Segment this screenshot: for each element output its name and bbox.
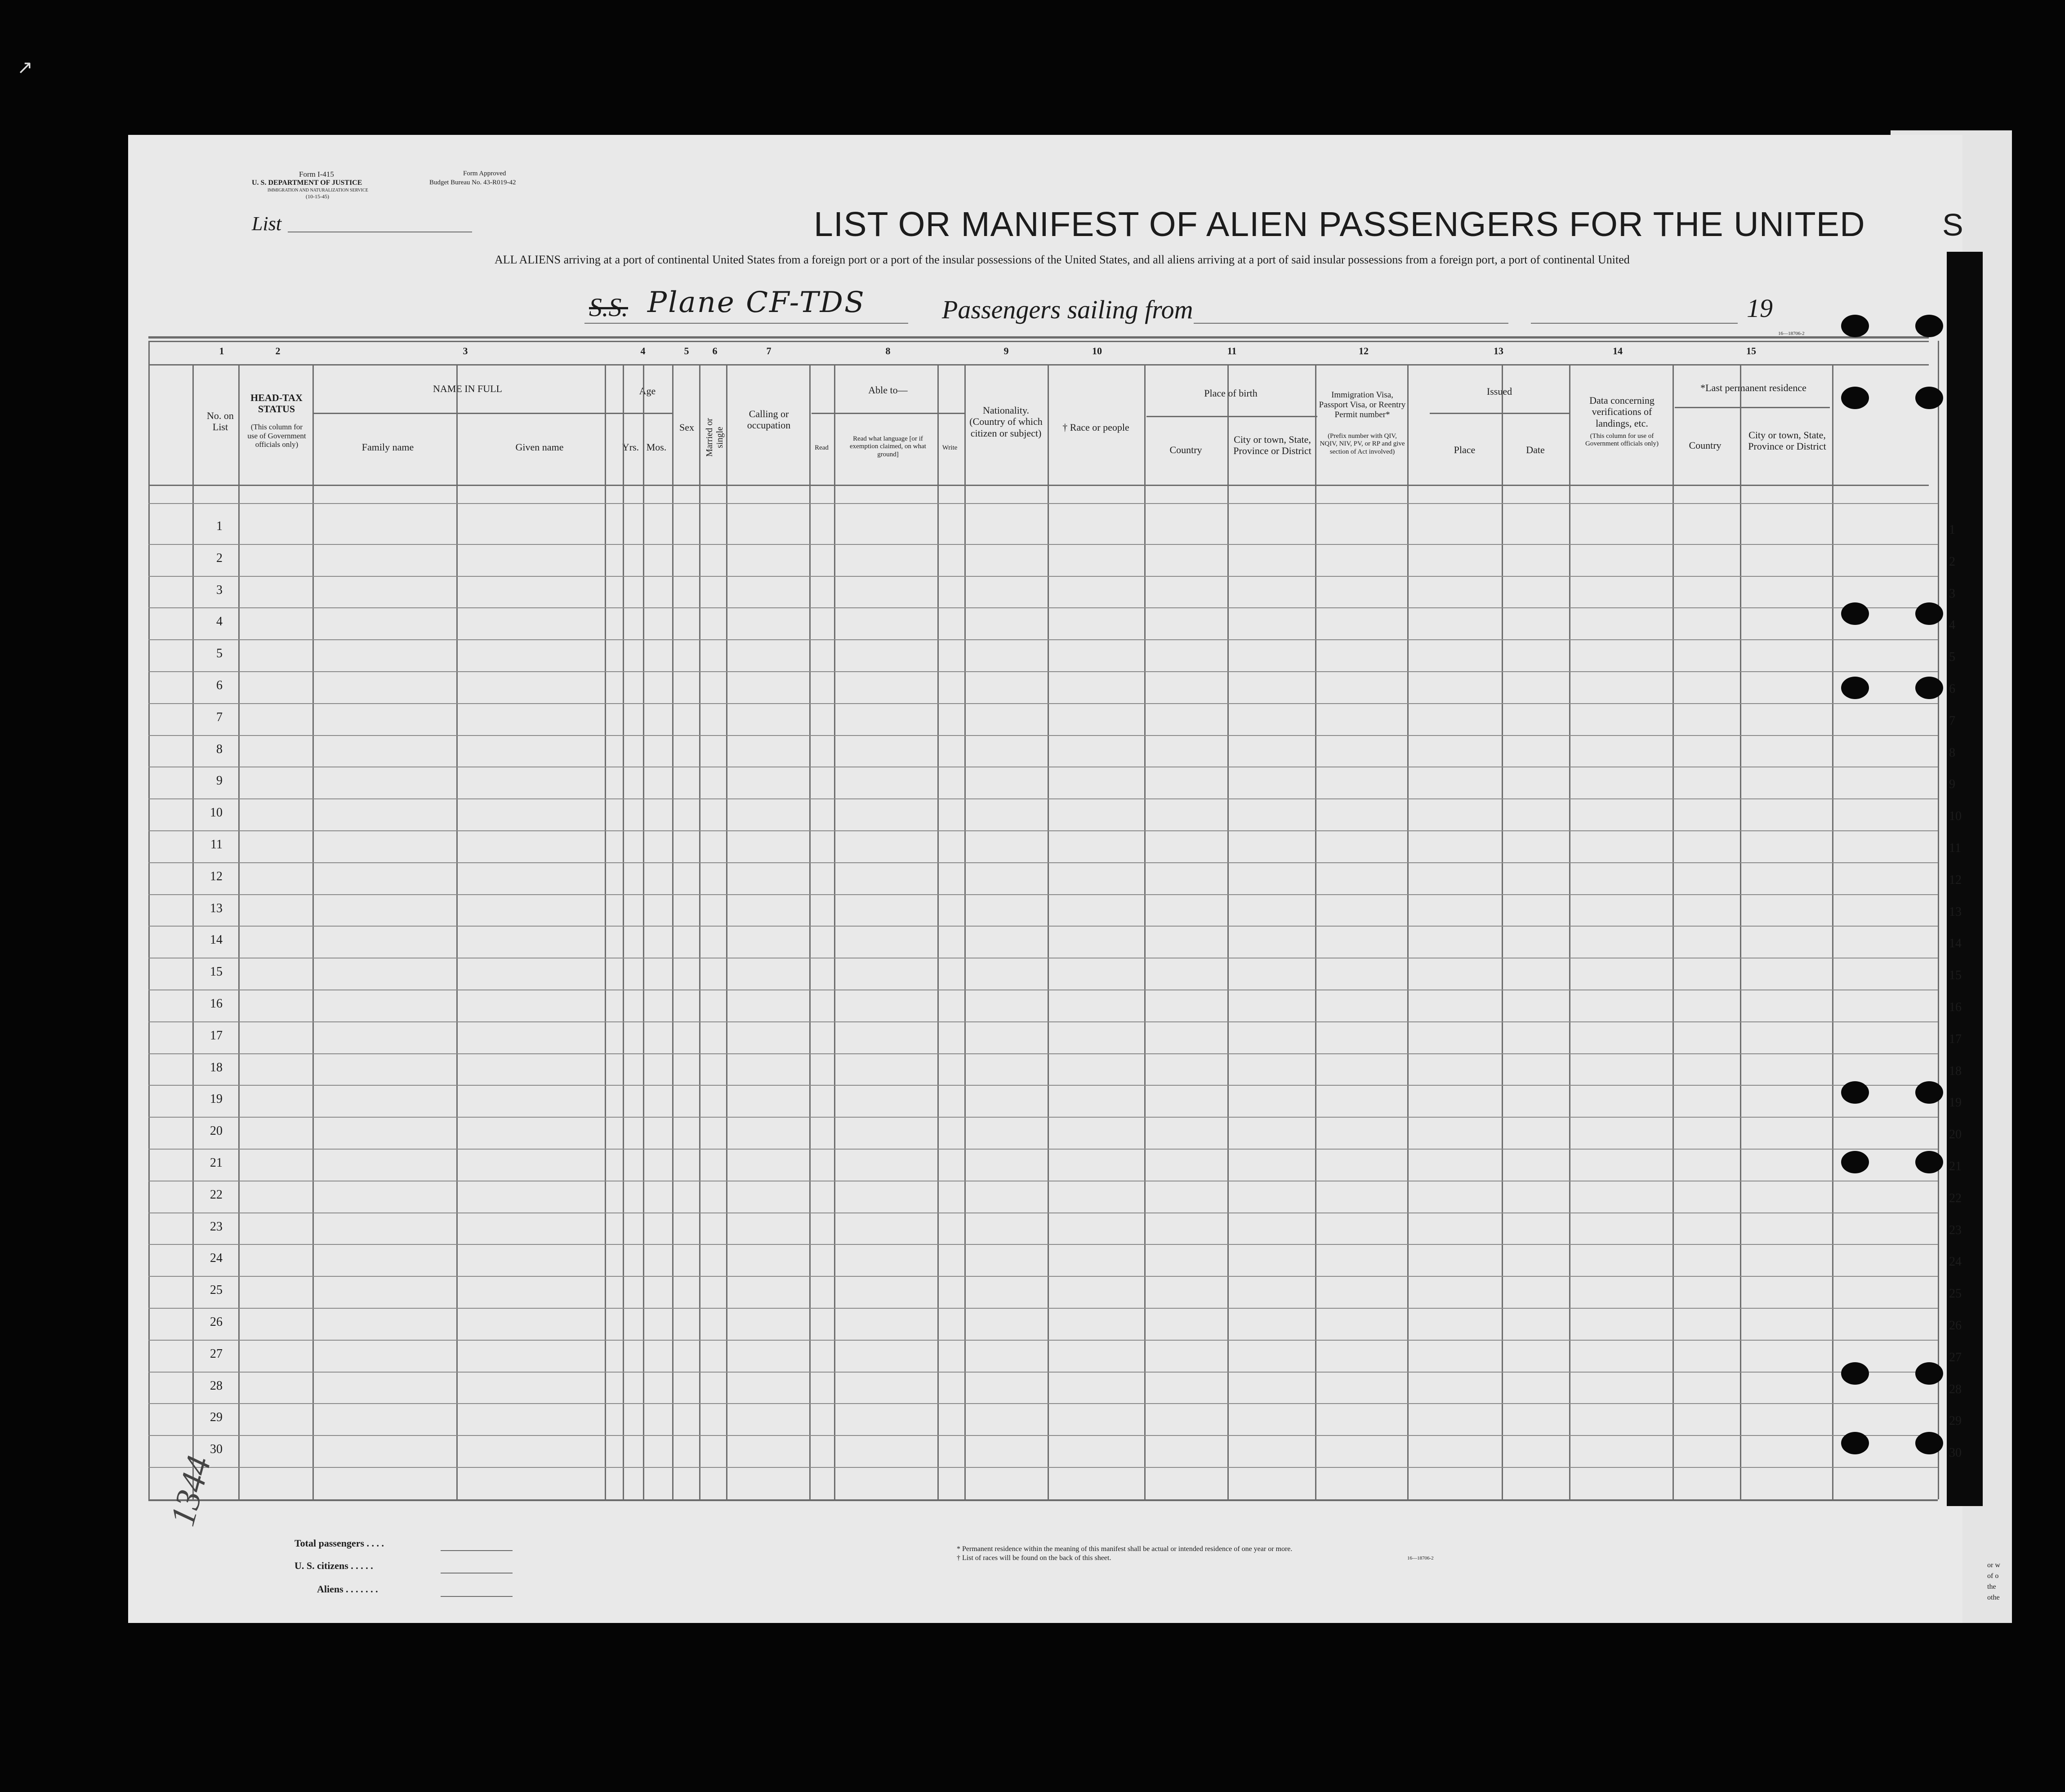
header-birth-country: Country <box>1169 444 1202 455</box>
row-number-left: 28 <box>210 1379 223 1393</box>
row-number-right: 21 <box>1949 1159 1962 1173</box>
punch-hole <box>1915 1151 1943 1173</box>
header-visa-note: (Prefix number with QIV, NQIV, NIV, PV, or RP and give section of Act involved) <box>1320 432 1405 455</box>
row-number-left: 6 <box>216 678 223 692</box>
header-issued: Issued <box>1486 386 1512 397</box>
colnum-9: 9 <box>1004 345 1009 357</box>
sailing-from-line <box>1194 323 1508 324</box>
column-line <box>1048 364 1049 1499</box>
row-number-left: 23 <box>210 1220 223 1234</box>
row-number-left: 22 <box>210 1188 223 1202</box>
birth-subheader-line <box>1146 416 1317 417</box>
total-passengers-label: Total passengers . . . . <box>294 1538 384 1549</box>
column-line <box>456 364 458 1499</box>
list-label: List <box>252 213 282 235</box>
issued-subheader-line <box>1430 413 1569 414</box>
colnum-1: 1 <box>219 345 224 357</box>
row-number-left: 2 <box>216 551 223 565</box>
header-visa: Immigration Visa, Passport Visa, or Reentry Permit number* <box>1319 390 1406 419</box>
row-line <box>148 1244 1938 1245</box>
row-line <box>148 735 1938 736</box>
column-line <box>964 364 966 1499</box>
row-number-right: 6 <box>1949 682 1955 696</box>
row-number-left: 17 <box>210 1029 223 1043</box>
row-number-left: 30 <box>210 1442 223 1456</box>
row-number-left: 27 <box>210 1347 223 1361</box>
row-number-left: 20 <box>210 1124 223 1138</box>
column-line <box>834 364 835 1499</box>
header-married: Married or single <box>705 418 725 457</box>
row-number-left: 8 <box>216 742 223 756</box>
punch-hole <box>1915 1081 1943 1104</box>
header-data-concerning: Data concerning verifications of landings, etc. <box>1589 395 1655 429</box>
footnote-residence: * Permanent residence within the meaning of this manifest shall be actual or intended residence of one year or more. <box>957 1545 1293 1553</box>
row-number-left: 5 <box>216 646 223 660</box>
row-number-left: 19 <box>210 1092 223 1106</box>
header-last-residence: *Last permanent residence <box>1700 382 1806 393</box>
title-continuation: S <box>1942 207 1963 242</box>
header-calling: Calling or occupation <box>747 408 791 431</box>
manifest-title: LIST OR MANIFEST OF ALIEN PASSENGERS FOR THE UNITED <box>814 205 1865 244</box>
colnum-3: 3 <box>463 345 468 357</box>
column-line <box>238 364 240 1499</box>
row-line <box>148 544 1938 545</box>
ship-name-line <box>584 323 908 324</box>
us-citizens-label: U. S. citizens . . . . . <box>294 1560 373 1571</box>
punch-hole <box>1915 602 1943 625</box>
row-number-right: 18 <box>1949 1064 1962 1078</box>
row-line <box>148 830 1938 831</box>
manifest-sheet <box>128 135 1962 1623</box>
column-line <box>643 364 644 1499</box>
ship-prefix: S.S. <box>589 293 628 322</box>
edge-text: or w of o the othe <box>1987 1561 2000 1601</box>
row-number-left: 7 <box>216 710 223 724</box>
row-line <box>148 576 1938 577</box>
column-line <box>937 364 939 1499</box>
column-line <box>1740 364 1741 1499</box>
age-subheader-line <box>623 413 672 414</box>
header-given-name: Given name <box>515 441 564 453</box>
row-number-right: 12 <box>1949 873 1962 887</box>
row-number-right: 16 <box>1949 1000 1962 1014</box>
row-line <box>148 703 1938 704</box>
footer-print-code: 16—18706-2 <box>1407 1556 1434 1561</box>
row-number-right: 30 <box>1949 1446 1962 1460</box>
department: U. S. DEPARTMENT OF JUSTICE <box>252 179 362 187</box>
colnum-2: 2 <box>275 345 281 357</box>
row-line <box>148 607 1938 608</box>
colnum-6: 6 <box>712 345 718 357</box>
header-able-to: Able to— <box>868 384 908 396</box>
colnum-14: 14 <box>1613 345 1623 357</box>
punch-hole <box>1841 677 1869 699</box>
row-number-left: 3 <box>216 583 223 597</box>
row-number-right: 20 <box>1949 1128 1962 1141</box>
header-family-name: Family name <box>361 441 414 453</box>
column-line <box>1569 364 1570 1499</box>
row-number-left: 4 <box>216 615 223 629</box>
row-number-right: 19 <box>1949 1096 1962 1110</box>
column-line <box>1227 364 1229 1499</box>
service: IMMIGRATION AND NATURALIZATION SERVICE <box>268 188 368 193</box>
row-number-right: 15 <box>1949 968 1962 982</box>
punch-hole <box>1841 387 1869 409</box>
row-number-left: 9 <box>216 774 223 788</box>
header-age: Age <box>639 385 656 397</box>
row-number-right: 27 <box>1949 1351 1962 1364</box>
aliens-blank <box>441 1596 513 1597</box>
column-line <box>1673 364 1674 1499</box>
date-line <box>1531 323 1738 324</box>
row-number-right: 23 <box>1949 1223 1962 1237</box>
punch-hole <box>1915 315 1943 337</box>
column-line <box>1502 364 1503 1499</box>
row-number-right: 9 <box>1949 777 1955 791</box>
header-place-of-birth: Place of birth <box>1204 388 1258 399</box>
colnum-4: 4 <box>640 345 646 357</box>
column-line <box>1938 341 1939 1499</box>
row-line <box>148 926 1938 927</box>
total-passengers-blank <box>441 1550 513 1551</box>
colnum-15: 15 <box>1746 345 1756 357</box>
manifest-subtitle: ALL ALIENS arriving at a port of continental United States from a foreign port or a port of the insular possessions of the United States, and all aliens arriving at a port of said insular possessions from a foreign port, a port of continental United <box>495 253 1630 266</box>
header-issued-place: Place <box>1454 444 1476 455</box>
row-number-left: 13 <box>210 901 223 915</box>
row-number-left: 14 <box>210 933 223 947</box>
punch-hole <box>1841 1362 1869 1385</box>
residence-subheader-line <box>1675 407 1830 408</box>
row-line <box>148 1085 1938 1086</box>
column-line <box>312 364 314 1499</box>
row-number-right: 1 <box>1949 523 1955 537</box>
header-res-city: City or town, State, Province or District <box>1748 429 1826 452</box>
punch-hole <box>1915 1432 1943 1454</box>
colnum-line <box>148 364 1929 366</box>
header-read: Read <box>815 444 829 451</box>
row-number-right: 14 <box>1949 936 1962 950</box>
sailing-label: Passengers sailing from <box>942 295 1193 324</box>
header-data-note: (This column for use of Government officials only) <box>1585 432 1659 448</box>
header-no-on-list: No. on List <box>207 410 234 433</box>
row-number-right: 11 <box>1949 841 1961 855</box>
row-number-left: 18 <box>210 1061 223 1074</box>
row-number-left: 24 <box>210 1251 223 1265</box>
row-line <box>148 1212 1938 1213</box>
header-birth-city: City or town, State, Province or District <box>1233 434 1311 457</box>
header-head-tax: HEAD-TAX STATUS <box>250 392 303 415</box>
row-number-right: 24 <box>1949 1255 1962 1269</box>
year-prefix: 19 <box>1747 294 1773 323</box>
column-line <box>1832 364 1833 1499</box>
row-line <box>148 1435 1938 1436</box>
colnum-13: 13 <box>1494 345 1503 357</box>
row-number-left: 25 <box>210 1283 223 1297</box>
corner-arrow-icon: ↗ <box>17 58 33 78</box>
table-top-line <box>148 341 1929 342</box>
column-line <box>1407 364 1409 1499</box>
table-top-border <box>148 336 1929 339</box>
table-bottom-line <box>148 1499 1938 1501</box>
row-line <box>148 671 1938 672</box>
header-body-line <box>148 485 1929 486</box>
row-number-left: 29 <box>210 1410 223 1424</box>
row-number-right: 5 <box>1949 650 1955 664</box>
row-line <box>148 894 1938 895</box>
row-line <box>148 1372 1938 1373</box>
row-number-right: 7 <box>1949 714 1955 728</box>
form-number: Form I-415 <box>299 170 334 178</box>
header-head-tax-note: (This column for use of Government officials only) <box>247 423 306 449</box>
punch-hole <box>1915 677 1943 699</box>
aliens-label: Aliens . . . . . . . <box>317 1583 378 1595</box>
header-race: † Race or people <box>1062 422 1129 433</box>
column-line <box>672 364 673 1499</box>
punch-hole <box>1915 387 1943 409</box>
punch-hole <box>1841 1081 1869 1104</box>
row-line <box>148 1340 1938 1341</box>
punch-hole <box>1841 1151 1869 1173</box>
column-line <box>1315 364 1316 1499</box>
row-number-left: 1 <box>216 519 223 533</box>
row-number-left: 11 <box>210 838 223 851</box>
header-nationality: Nationality. (Country of which citizen or subject) <box>969 405 1043 439</box>
colnum-7: 7 <box>766 345 772 357</box>
header-name-in-full: NAME IN FULL <box>433 383 502 394</box>
us-citizens-blank <box>441 1573 513 1574</box>
column-line <box>699 364 700 1499</box>
row-line <box>148 1276 1938 1277</box>
punch-hole <box>1841 1432 1869 1454</box>
row-number-right: 25 <box>1949 1287 1962 1301</box>
row-number-left: 16 <box>210 997 223 1011</box>
row-number-left: 15 <box>210 965 223 979</box>
row-line <box>148 1021 1938 1022</box>
row-number-right: 10 <box>1949 809 1962 823</box>
ship-name-handwritten: Plane CF-TDS <box>647 286 865 319</box>
header-print-code: 16—18706-2 <box>1778 331 1805 336</box>
punch-hole <box>1841 602 1869 625</box>
budget-number: Budget Bureau No. 43-R019-42 <box>429 179 516 186</box>
row-number-right: 17 <box>1949 1032 1962 1046</box>
form-date: (10-15-45) <box>306 193 329 200</box>
punch-hole <box>1841 315 1869 337</box>
colnum-11: 11 <box>1227 345 1237 357</box>
header-sex: Sex <box>679 422 694 433</box>
footnote-races: † List of races will be found on the back of this sheet. <box>957 1554 1111 1562</box>
name-subheader-line <box>312 413 623 414</box>
punch-hole <box>1915 1362 1943 1385</box>
colnum-12: 12 <box>1359 345 1369 357</box>
row-number-left: 26 <box>210 1315 223 1329</box>
row-line <box>148 503 1938 504</box>
header-mos: Mos. <box>646 441 667 453</box>
row-line <box>148 798 1938 799</box>
row-line <box>148 639 1938 640</box>
header-issued-date: Date <box>1526 444 1545 455</box>
column-line <box>726 364 727 1499</box>
header-read-language: Read what language [or if exemption claimed, on what ground] <box>850 435 926 458</box>
header-res-country: Country <box>1689 440 1722 451</box>
column-line <box>148 341 150 1499</box>
row-number-right: 3 <box>1949 587 1955 601</box>
row-number-right: 29 <box>1949 1414 1962 1428</box>
row-number-right: 22 <box>1949 1191 1962 1205</box>
row-number-right: 26 <box>1949 1319 1962 1333</box>
row-number-right: 28 <box>1949 1382 1962 1396</box>
row-number-right: 8 <box>1949 746 1955 760</box>
row-line <box>148 862 1938 863</box>
column-line <box>1144 364 1146 1499</box>
row-number-left: 21 <box>210 1156 223 1170</box>
row-line <box>148 1149 1938 1150</box>
colnum-10: 10 <box>1092 345 1102 357</box>
row-line <box>148 1117 1938 1118</box>
row-line <box>148 1053 1938 1054</box>
row-line <box>148 1308 1938 1309</box>
margin-handwriting: 1344 <box>162 1452 219 1530</box>
form-approved: Form Approved <box>463 170 506 177</box>
row-number-left: 12 <box>210 869 223 883</box>
row-number-left: 10 <box>210 806 223 820</box>
colnum-8: 8 <box>885 345 891 357</box>
column-line <box>623 364 624 1499</box>
column-line <box>605 364 606 1499</box>
colnum-5: 5 <box>684 345 689 357</box>
header-write: Write <box>942 444 958 451</box>
row-number-right: 2 <box>1949 555 1955 569</box>
column-line <box>809 364 811 1499</box>
row-number-right: 4 <box>1949 618 1955 632</box>
header-yrs: Yrs. <box>622 441 639 453</box>
row-number-right: 13 <box>1949 905 1962 919</box>
row-line <box>148 1467 1938 1468</box>
row-line <box>148 1403 1938 1404</box>
